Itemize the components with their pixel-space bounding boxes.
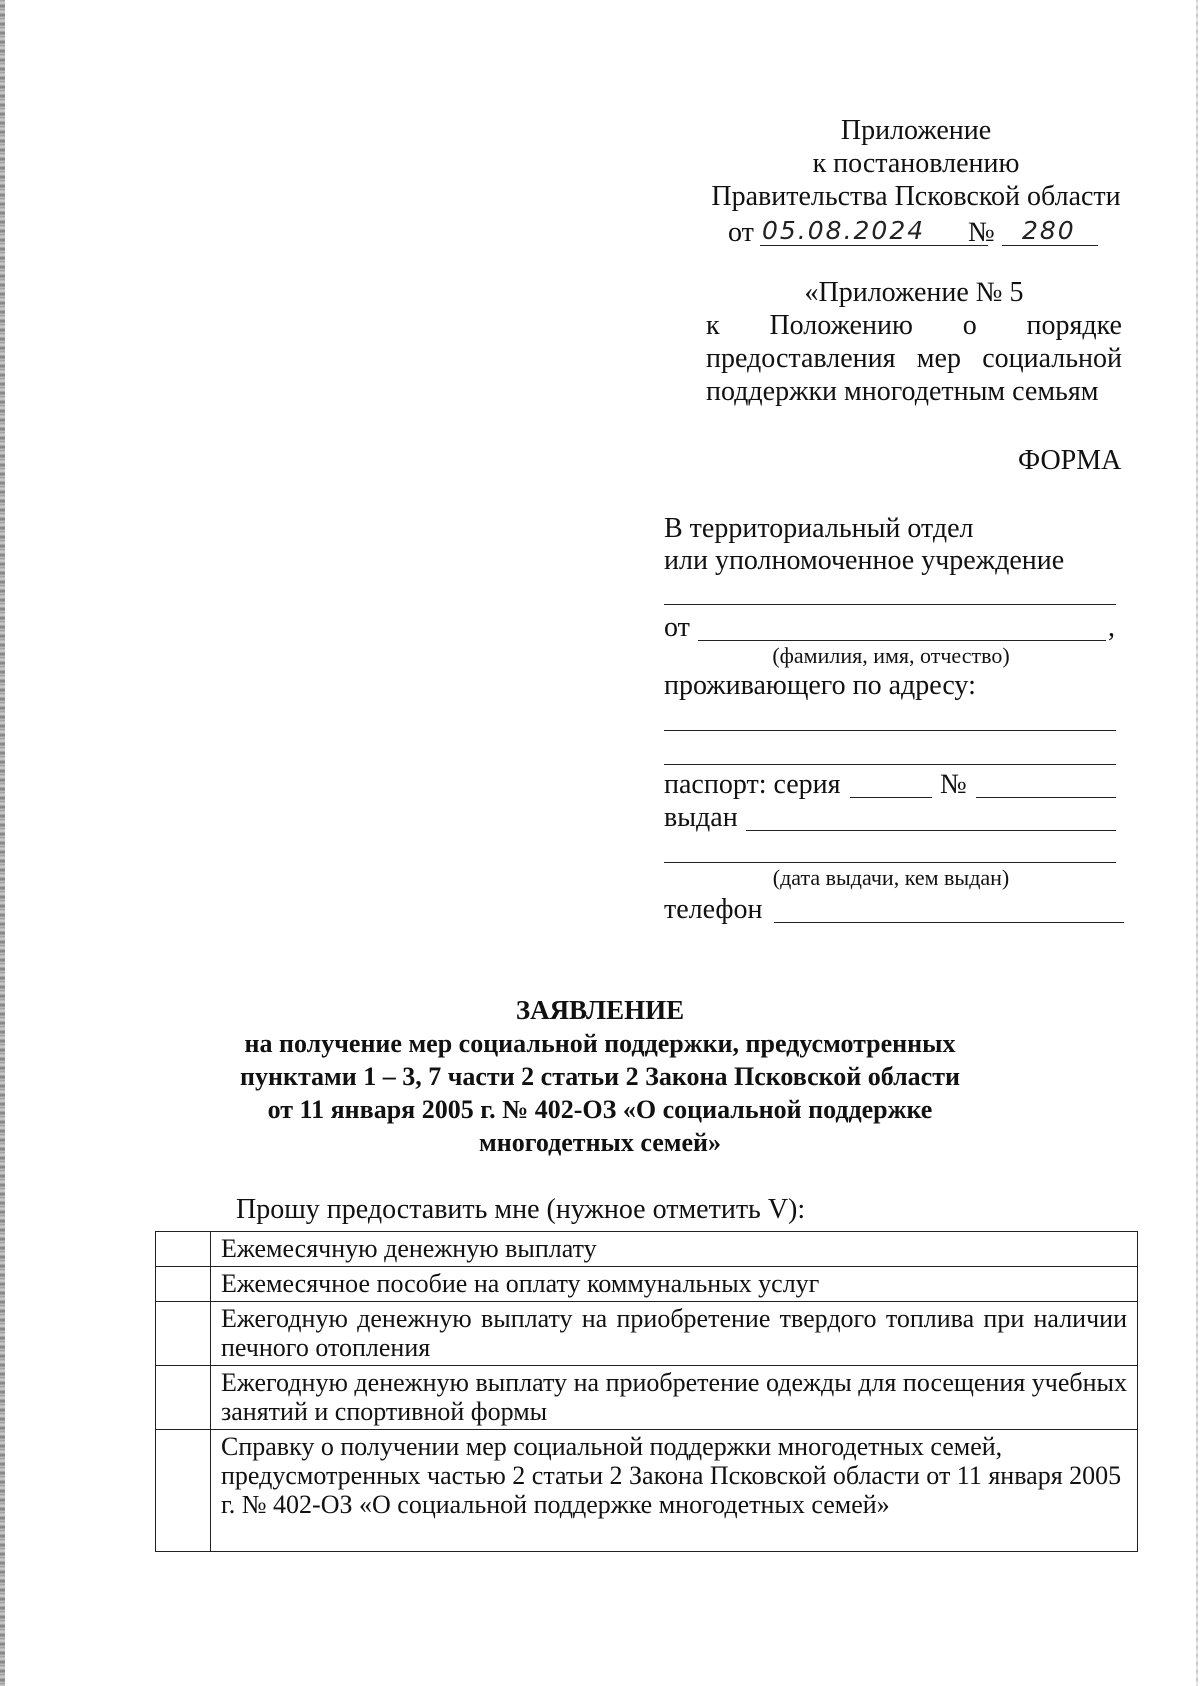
issued-label: выдан bbox=[664, 802, 738, 833]
date-prefix: от bbox=[728, 217, 754, 248]
statement-subtitle-line: пунктами 1 – 3, 7 части 2 статьи 2 Закона Псковской области bbox=[240, 1062, 960, 1091]
recipient-line-2: или уполномоченное учреждение bbox=[664, 545, 1065, 576]
statement-subtitle-line: многодетных семей» bbox=[479, 1128, 721, 1157]
table-row bbox=[156, 1430, 1138, 1552]
statement-subtitle-line: на получение мер социальной поддержки, предусмотренных bbox=[244, 1029, 956, 1058]
number-sign: № bbox=[968, 217, 995, 248]
passport-number-blank bbox=[976, 797, 1116, 798]
table-row bbox=[156, 1302, 1138, 1366]
issued-caption: (дата выдачи, кем выдан) bbox=[772, 865, 1010, 890]
option-checkbox-cell[interactable] bbox=[156, 1430, 211, 1552]
appendix-5-title: «Приложение № 5 bbox=[804, 277, 1024, 308]
passport-series-blank bbox=[850, 797, 932, 798]
form-label: ФОРМА bbox=[1018, 445, 1122, 476]
statement-title-block bbox=[200, 995, 1000, 1160]
appendix-line: Приложение bbox=[840, 115, 992, 146]
number-underline bbox=[1002, 245, 1098, 246]
issued-blank-line-2 bbox=[664, 862, 1116, 863]
passport-series-label: паспорт: серия bbox=[664, 769, 841, 800]
statement-title: ЗАЯВЛЕНИЕ bbox=[515, 995, 685, 1025]
phone-blank-line bbox=[774, 922, 1124, 923]
appendix-5-line: к Положению о порядке bbox=[706, 310, 1122, 341]
appendix-line: Правительства Псковской области bbox=[711, 181, 1121, 212]
option-text: Справку о получении мер социальной поддержки многодетных семей, предусмотренных частью 2 статьи 2 Закона Псковской области от 11 января 2005 г. № 402-ОЗ «О социальной поддержке многодетных семей» bbox=[211, 1430, 1138, 1552]
appendix-header bbox=[706, 114, 1126, 213]
option-text: Ежемесячную денежную выплату bbox=[211, 1232, 1138, 1267]
option-checkbox-cell[interactable] bbox=[156, 1366, 211, 1430]
decree-date-number bbox=[728, 213, 1108, 251]
option-text: Ежегодную денежную выплату на приобретение твердого топлива при наличии печного отопления bbox=[211, 1302, 1138, 1366]
address-blank-line-1 bbox=[664, 730, 1116, 731]
handwritten-number: 280 bbox=[1022, 216, 1076, 245]
option-checkbox-cell[interactable] bbox=[156, 1232, 211, 1267]
scan-edge-left bbox=[0, 0, 5, 1686]
option-checkbox-cell[interactable] bbox=[156, 1302, 211, 1366]
appendix-line: к постановлению bbox=[812, 148, 1020, 179]
options-table bbox=[155, 1231, 1138, 1552]
recipient-line-1: В территориальный отдел bbox=[664, 513, 974, 544]
handwritten-date: 05.08.2024 bbox=[762, 216, 926, 245]
table-row bbox=[156, 1366, 1138, 1430]
request-intro: Прошу предоставить мне (нужное отметить V): bbox=[236, 1194, 806, 1225]
appendix-5-block bbox=[706, 276, 1122, 408]
table-row bbox=[156, 1267, 1138, 1302]
fio-caption: (фамилия, имя, отчество) bbox=[772, 643, 1010, 668]
passport-number-sign: № bbox=[940, 769, 967, 800]
date-underline bbox=[760, 245, 988, 246]
scan-edge-right bbox=[1196, 0, 1198, 1686]
appendix-5-line: предоставления мер социальной bbox=[706, 343, 1122, 374]
statement-subtitle-line: от 11 января 2005 г. № 402-ОЗ «О социальной поддержке bbox=[267, 1095, 933, 1124]
option-text: Ежемесячное пособие на оплату коммунальных услуг bbox=[211, 1267, 1138, 1302]
from-blank-line bbox=[698, 640, 1106, 641]
phone-label: телефон bbox=[664, 894, 763, 925]
address-blank-line-2 bbox=[664, 764, 1116, 765]
option-checkbox-cell[interactable] bbox=[156, 1267, 211, 1302]
appendix-5-line: поддержки многодетным семьям bbox=[706, 376, 1099, 407]
from-label: от bbox=[664, 612, 690, 643]
issued-blank-line bbox=[746, 830, 1116, 831]
residing-label: проживающего по адресу: bbox=[664, 670, 976, 701]
from-comma: , bbox=[1108, 612, 1115, 643]
option-text: Ежегодную денежную выплату на приобретение одежды для посещения учебных занятий и спортивной формы bbox=[211, 1366, 1138, 1430]
recipient-blank-line bbox=[664, 604, 1116, 605]
table-row bbox=[156, 1232, 1138, 1267]
